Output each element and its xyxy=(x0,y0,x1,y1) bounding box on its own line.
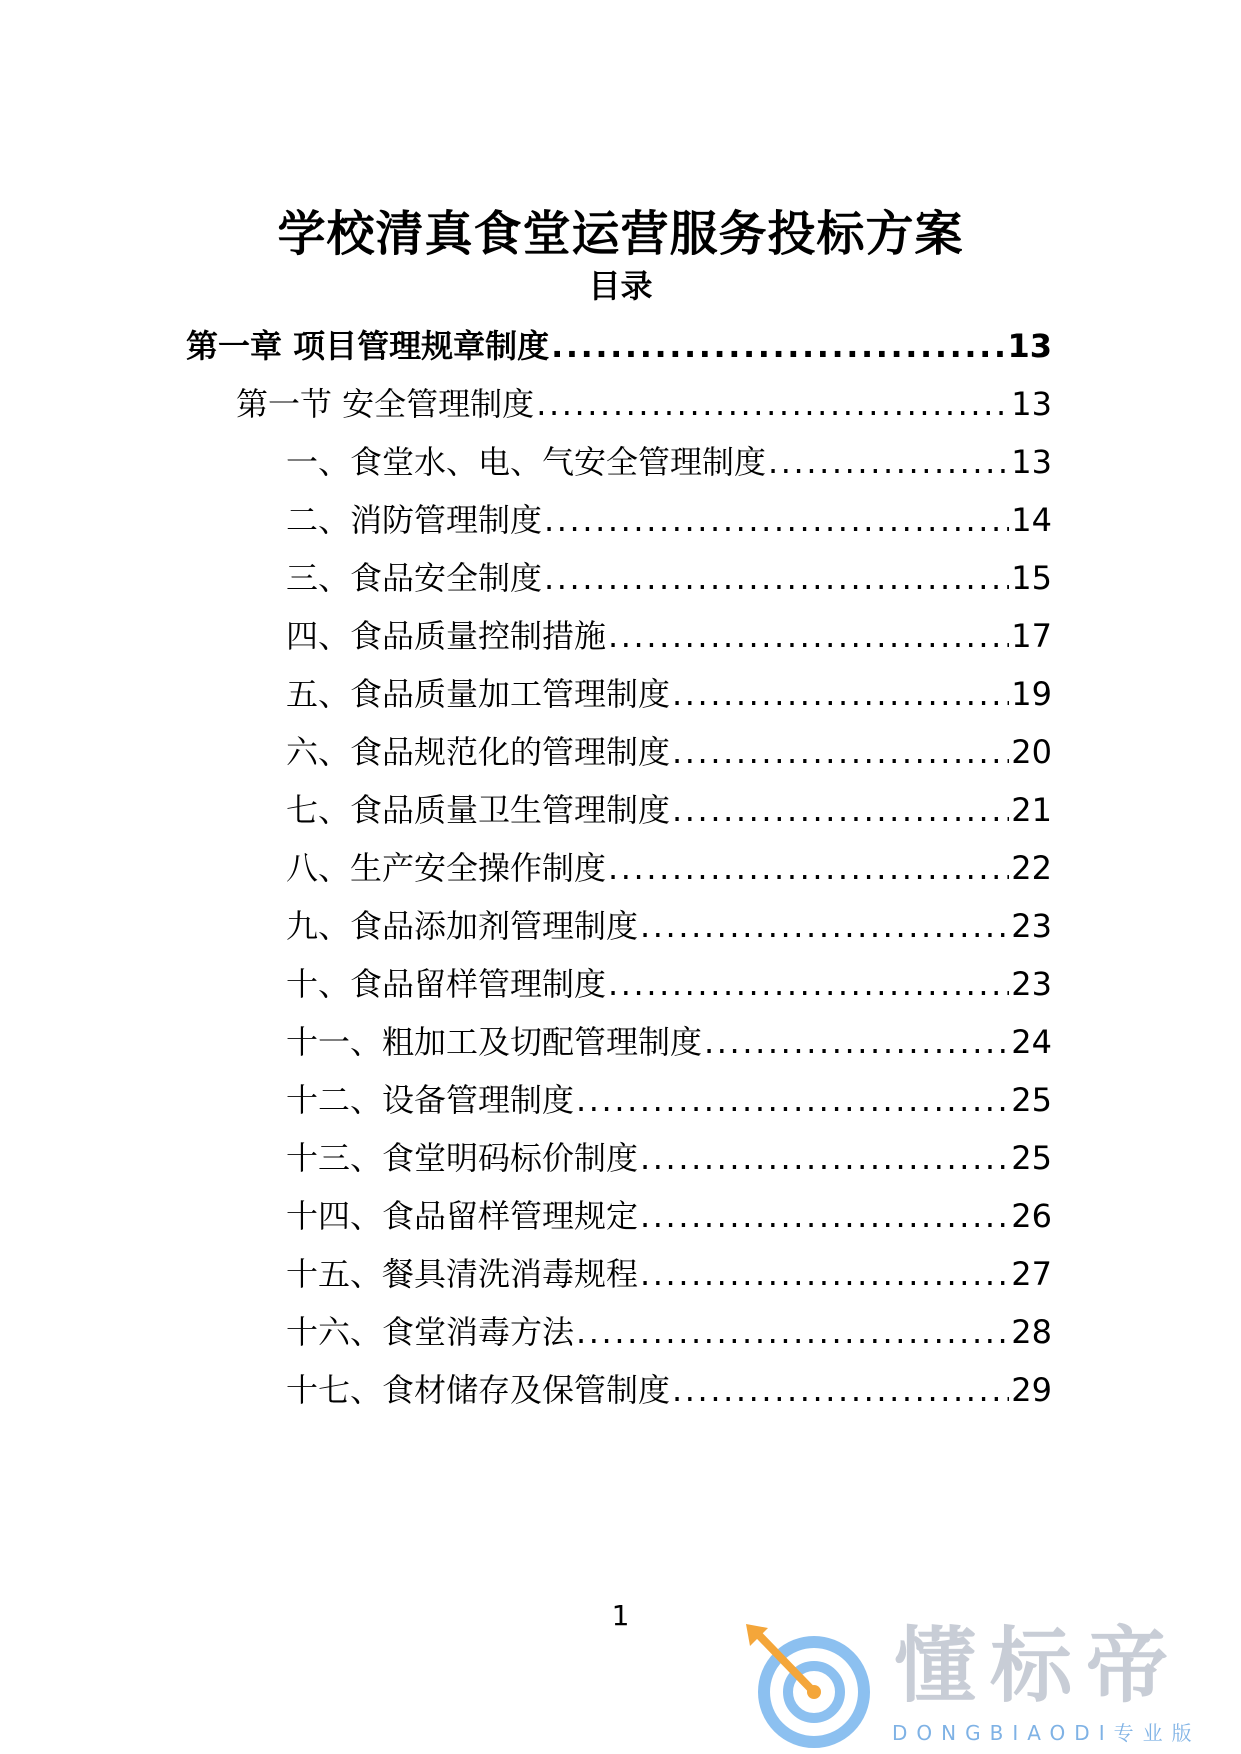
toc-entry-page: 27 xyxy=(1011,1255,1052,1293)
toc-entry-label: 十、食品留样管理制度 xyxy=(286,965,607,1003)
toc-entry-label: 一、食堂水、电、气安全管理制度 xyxy=(286,443,767,481)
toc-entry[interactable] xyxy=(286,672,1052,716)
toc-entry-label: 第一节 安全管理制度 xyxy=(236,385,535,423)
toc-entry[interactable] xyxy=(286,1368,1052,1412)
toc-entry[interactable] xyxy=(286,556,1052,600)
toc-entry-page: 20 xyxy=(1011,733,1052,771)
toc-entry-label: 八、生产安全操作制度 xyxy=(286,849,607,887)
toc-entry-label: 九、食品添加剂管理制度 xyxy=(286,907,639,945)
toc-entry-page: 23 xyxy=(1011,965,1052,1003)
toc-entry[interactable] xyxy=(236,382,1052,426)
toc-entry[interactable] xyxy=(286,730,1052,774)
toc-entry[interactable] xyxy=(286,1252,1052,1296)
toc-dot-leader xyxy=(551,324,1005,368)
toc-entry[interactable] xyxy=(286,846,1052,890)
toc-dot-leader xyxy=(640,904,1009,948)
toc-dot-leader xyxy=(704,1020,1009,1064)
toc-entry-page: 22 xyxy=(1011,849,1052,887)
toc-dot-leader xyxy=(608,614,1009,658)
toc-entry-page: 23 xyxy=(1011,907,1052,945)
toc-entry[interactable] xyxy=(286,614,1052,658)
toc-entry-page: 13 xyxy=(1007,327,1052,365)
page-number: 1 xyxy=(611,1599,630,1632)
toc-dot-leader xyxy=(640,1194,1009,1238)
toc-dot-leader xyxy=(536,382,1009,426)
toc-entry-page: 17 xyxy=(1011,617,1052,655)
toc-entry-page: 25 xyxy=(1011,1139,1052,1177)
toc-entry-page: 29 xyxy=(1011,1371,1052,1409)
toc-entry[interactable] xyxy=(286,962,1052,1006)
document-title: 学校清真食堂运营服务投标方案 xyxy=(277,206,964,263)
toc-entry-page: 15 xyxy=(1011,559,1052,597)
toc-entry-page: 26 xyxy=(1011,1197,1052,1235)
toc-entry-page: 25 xyxy=(1011,1081,1052,1119)
toc-dot-leader xyxy=(576,1310,1009,1354)
toc-entry[interactable] xyxy=(286,1194,1052,1238)
toc-entry-page: 28 xyxy=(1011,1313,1052,1351)
toc-entry-label: 二、消防管理制度 xyxy=(286,501,543,539)
toc-entry-page: 21 xyxy=(1011,791,1052,829)
toc-entry-page: 24 xyxy=(1011,1023,1052,1061)
toc-entry-label: 七、食品质量卫生管理制度 xyxy=(286,791,671,829)
toc-entry-label: 四、食品质量控制措施 xyxy=(286,617,607,655)
toc-entry-page: 13 xyxy=(1011,385,1052,423)
toc-dot-leader xyxy=(640,1252,1009,1296)
toc-entry-label: 十二、设备管理制度 xyxy=(286,1081,575,1119)
toc-dot-leader xyxy=(672,730,1009,774)
toc-entry-page: 19 xyxy=(1011,675,1052,713)
target-arrow-icon xyxy=(742,1620,872,1750)
toc-entry-label: 六、食品规范化的管理制度 xyxy=(286,733,671,771)
toc-entry[interactable] xyxy=(286,440,1052,484)
toc-entry-label: 十四、食品留样管理规定 xyxy=(286,1197,639,1235)
toc-entry-page: 14 xyxy=(1011,501,1052,539)
toc-dot-leader xyxy=(768,440,1009,484)
toc-dot-leader xyxy=(640,1136,1009,1180)
watermark-sub-text: DONGBIAODI专业版 xyxy=(892,1721,1201,1745)
toc-entry-label: 十三、食堂明码标价制度 xyxy=(286,1139,639,1177)
watermark-brand-text: 懂标帝 xyxy=(894,1619,1183,1714)
toc-dot-leader xyxy=(672,1368,1009,1412)
toc-entry[interactable] xyxy=(286,1310,1052,1354)
toc-entry[interactable] xyxy=(286,788,1052,832)
toc-entry[interactable] xyxy=(286,1078,1052,1122)
toc-entry[interactable] xyxy=(286,498,1052,542)
toc-entry-label: 第一章 项目管理规章制度 xyxy=(186,327,550,365)
toc-dot-leader xyxy=(672,788,1009,832)
toc-entry-label: 五、食品质量加工管理制度 xyxy=(286,675,671,713)
toc-entry-label: 十五、餐具清洗消毒规程 xyxy=(286,1255,639,1293)
toc-dot-leader xyxy=(672,672,1009,716)
toc-dot-leader xyxy=(544,498,1009,542)
toc-entry[interactable] xyxy=(286,1136,1052,1180)
toc-entry-label: 三、食品安全制度 xyxy=(286,559,543,597)
toc-dot-leader xyxy=(608,846,1009,890)
toc-dot-leader xyxy=(608,962,1009,1006)
brand-watermark xyxy=(742,1620,1212,1750)
toc-dot-leader xyxy=(544,556,1009,600)
toc-entry-label: 十七、食材储存及保管制度 xyxy=(286,1371,671,1409)
toc-dot-leader xyxy=(576,1078,1009,1122)
toc-entry[interactable] xyxy=(186,324,1052,368)
toc-entry-label: 十一、粗加工及切配管理制度 xyxy=(286,1023,703,1061)
toc-entry[interactable] xyxy=(286,1020,1052,1064)
toc-entry[interactable] xyxy=(286,904,1052,948)
toc-entry-label: 十六、食堂消毒方法 xyxy=(286,1313,575,1351)
toc-heading: 目录 xyxy=(588,267,653,305)
toc-entry-page: 13 xyxy=(1011,443,1052,481)
